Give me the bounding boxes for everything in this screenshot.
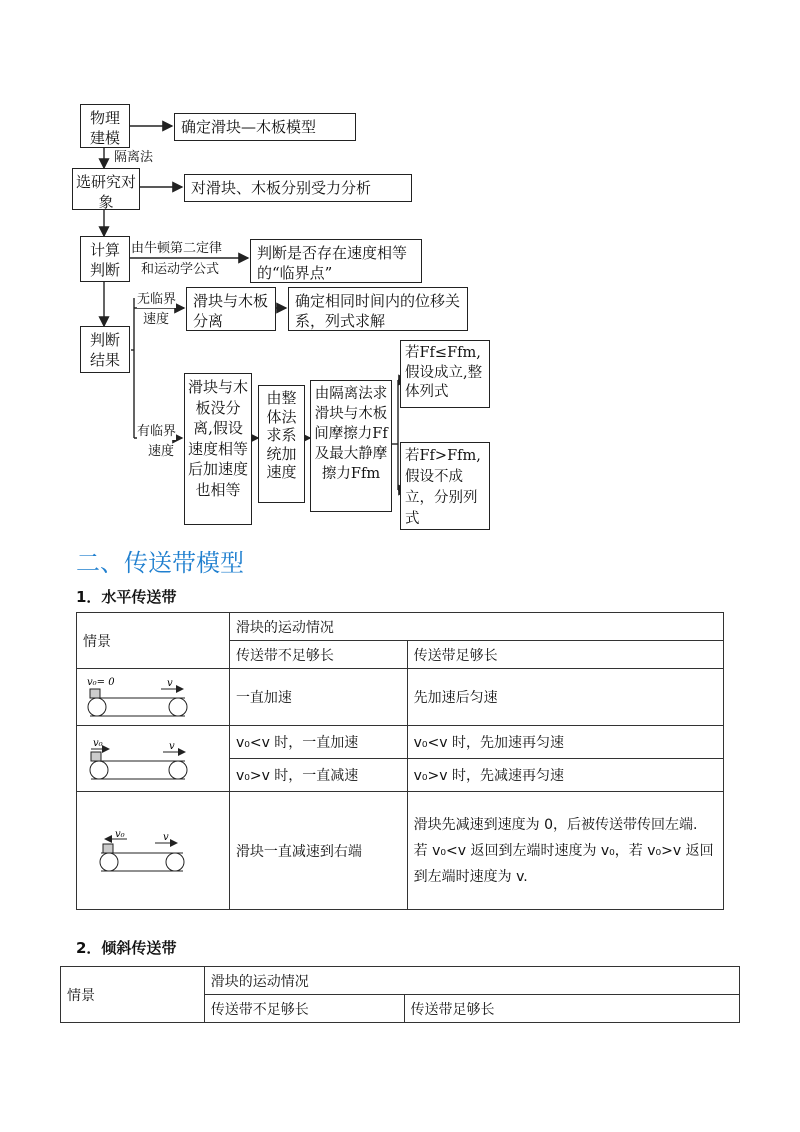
inclined-belt-table [60, 966, 740, 1023]
fig1-v-label: v [167, 678, 173, 689]
label-has-critical-1: 有临界 [137, 424, 177, 439]
label-kinematics: 和运动学公式 [141, 262, 220, 277]
belt-diagram-3 [83, 827, 203, 875]
inclined-header-scene: 情景 [61, 967, 205, 1023]
inclined-header-long: 传送带足够长 [404, 995, 740, 1023]
row2b-short: v₀>v 时，一直减速 [229, 759, 407, 792]
header-belt-short: 传送带不足够长 [229, 641, 407, 669]
box-force-analysis: 对滑块、木板分别受力分析 [184, 174, 412, 202]
label-isolation-method: 隔离法 [114, 150, 154, 165]
box-calc-judge: 计算判断 [80, 236, 130, 282]
scene-figure-1 [77, 669, 230, 726]
header-belt-long: 传送带足够长 [407, 641, 723, 669]
box-displacement: 确定相同时间内的位移关系，列式求解 [288, 287, 468, 331]
label-newton-law: 由牛顿第二定律 [131, 241, 223, 256]
label-no-critical-1: 无临界 [137, 292, 177, 307]
box-physical-modeling: 物理建模 [80, 104, 130, 148]
box-assumption-holds: 若Ff≤Ffm,假设成立,整体列式 [400, 340, 490, 408]
row3-long-line1: 滑块先减速到速度为 0，后被传送带传回左端. [413, 816, 698, 833]
label-no-critical-2: 速度 [143, 312, 170, 327]
label-has-critical-2: 速度 [148, 444, 175, 459]
row3-long [407, 792, 723, 910]
scene-figure-3 [77, 792, 230, 910]
box-judge-result: 判断结果 [80, 326, 130, 373]
row1-long: 先加速后匀速 [407, 669, 723, 726]
row1-short: 一直加速 [229, 669, 407, 726]
box-isolation-method: 由隔离法求滑块与木板间摩擦力Ff及最大静摩擦力Ffm [310, 380, 392, 512]
heading-inclined-belt: 2．倾斜传送带 [76, 939, 177, 957]
header-motion: 滑块的运动情况 [229, 613, 723, 641]
inclined-header-short: 传送带不足够长 [204, 995, 404, 1023]
row2b-long: v₀>v 时，先减速再匀速 [407, 759, 723, 792]
header-scene: 情景 [77, 613, 230, 669]
fig3-v0-label: v₀ [115, 828, 125, 840]
row3-long-line2: 若 v₀<v 返回到左端时速度为 v₀，若 v₀>v 返回到左端时速度为 v. [413, 842, 714, 885]
row2a-long: v₀<v 时，先加速再匀速 [407, 726, 723, 759]
row3-short: 滑块一直减速到右端 [229, 792, 407, 910]
box-separated: 滑块与木板分离 [186, 287, 276, 331]
horizontal-belt-table [76, 612, 724, 910]
box-assumption-fails: 若Ff>Ffm,假设不成立，分别列式 [400, 442, 490, 530]
section-title: 二、传送带模型 [76, 549, 244, 577]
box-whole-method: 由整体法求系统加速度 [258, 385, 305, 503]
box-select-object: 选研究对象 [72, 168, 140, 210]
scene-figure-2 [77, 726, 230, 792]
fig1-v0-label: v₀= 0 [87, 677, 115, 688]
inclined-header-motion: 滑块的运动情况 [204, 967, 739, 995]
belt-diagram-2 [83, 736, 203, 782]
heading-horizontal-belt: 1．水平传送带 [76, 588, 177, 606]
box-slider-board-model: 确定滑块—木板模型 [174, 113, 356, 141]
belt-diagram-1 [83, 676, 203, 718]
row2a-short: v₀<v 时，一直加速 [229, 726, 407, 759]
fig2-v0-label: v₀ [93, 737, 103, 749]
box-critical-point: 判断是否存在速度相等的“临界点” [250, 239, 422, 283]
fig2-v-label: v [169, 740, 175, 752]
box-not-separated: 滑块与木板没分离,假设速度相等后加速度也相等 [184, 373, 252, 525]
fig3-v-label: v [163, 831, 169, 843]
